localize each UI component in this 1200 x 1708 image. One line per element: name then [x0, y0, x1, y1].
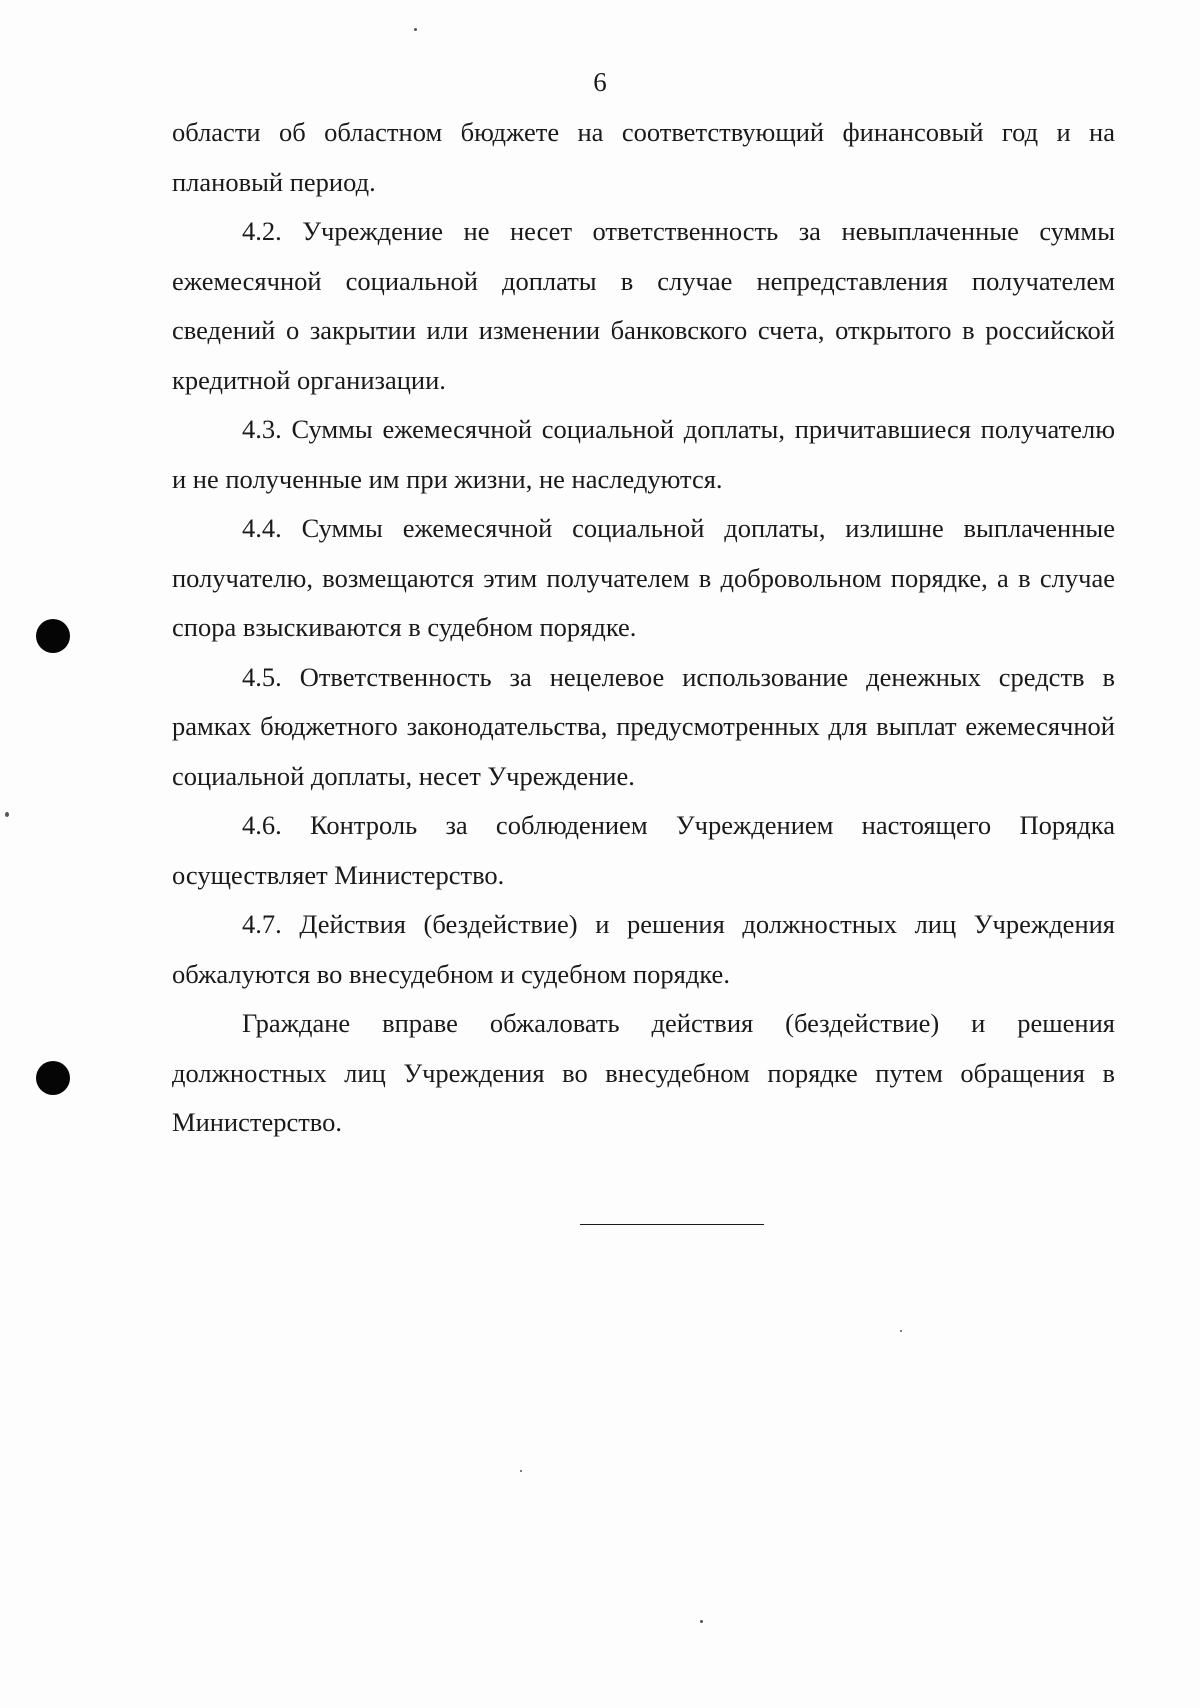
- paragraph-4-5: 4.5. Ответственность за нецелевое использование денежных средств в рамках бюджетного законодательства, предусмотренных для выплат ежемесячной социальной доплаты, несет Учреждение.: [172, 661, 1115, 791]
- paragraph-4-4: 4.4. Суммы ежемесячной социальной доплаты, излишне выплаченные получателю, возмещаются этим получателем в добровольном порядке, а в случае спора взыскиваются в судебном порядке.: [172, 513, 1115, 642]
- document-body: [172, 108, 1115, 1148]
- paragraph-continuation: области об областном бюджете на соответствующий финансовый год и на плановый период.: [172, 117, 1115, 197]
- paragraph-4-7: 4.7. Действия (бездействие) и решения должностных лиц Учреждения обжалуются во внесудебном и судебном порядке.: [172, 909, 1115, 989]
- punch-hole-bottom: [36, 1061, 70, 1095]
- paragraph-4-6: 4.6. Контроль за соблюдением Учреждением настоящего Порядка осуществляет Министерство.: [172, 810, 1115, 890]
- punch-hole-top: [36, 619, 70, 653]
- page-number: 6: [593, 67, 607, 97]
- scan-speck: [520, 1470, 522, 1472]
- end-separator-line: [580, 1224, 764, 1225]
- scan-speck: [900, 1330, 902, 1332]
- paragraph-4-3: 4.3. Суммы ежемесячной социальной доплаты, причитавшиеся получателю и не полученные им при жизни, не наследуются.: [172, 414, 1115, 494]
- scan-speck: [5, 812, 9, 817]
- scan-speck: [700, 1620, 703, 1623]
- paragraph-4-2: 4.2. Учреждение не несет ответственность за невыплаченные суммы ежемесячной социальной доплаты в случае непредставления получателем сведений о закрытии или изменении банковского счета, открытого в российской кредитной организации.: [172, 216, 1115, 395]
- paragraph-citizens-appeal: Граждане вправе обжаловать действия (бездействие) и решения должностных лиц Учреждения во внесудебном порядке путем обращения в Министерство.: [172, 1008, 1115, 1137]
- scan-speck: [414, 28, 417, 31]
